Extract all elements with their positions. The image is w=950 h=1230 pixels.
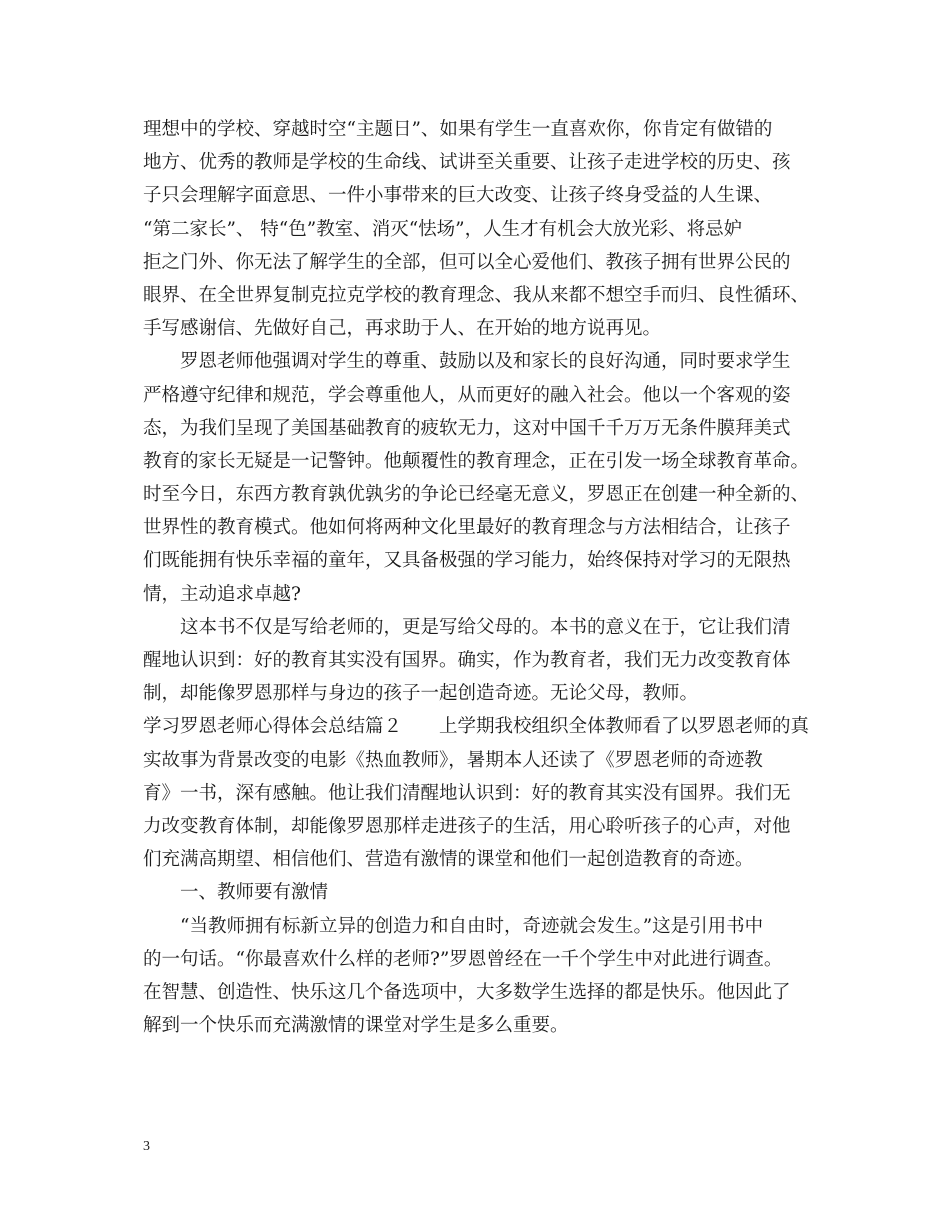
text-line: 世界性的教育模式。他如何将两种文化里最好的教育理念与方法相结合，让孩子 <box>143 517 791 539</box>
text-line: 情，主动追求卓越? <box>143 583 301 605</box>
text-line: 手写感谢信、先做好自己，再求助于人、在开始的地方说再见。 <box>143 318 662 340</box>
page-number: 3 <box>143 1139 150 1154</box>
text-line: 解到一个快乐而充满激情的课堂对学生是多么重要。 <box>143 1015 569 1037</box>
text-line: 拒之门外、你无法了解学生的全部，但可以全心爱他们、教孩子拥有世界公民的 <box>143 251 791 273</box>
text-line: 制，却能像罗恩那样与身边的孩子一起创造奇迹。无论父母，教师。 <box>143 683 699 705</box>
text-line: 子只会理解字面意思、一件小事带来的巨大改变、让孩子终身受益的人生课、 <box>143 185 773 207</box>
text-line: 地方、优秀的教师是学校的生命线、试讲至关重要、让孩子走进学校的历史、孩 <box>143 152 791 174</box>
text-line: 时至今日，东西方教育孰优孰劣的争论已经毫无意义，罗恩正在创建一种全新的、 <box>143 484 810 506</box>
text-line: 一、教师要有激情 <box>143 882 329 904</box>
text-line: 眼界、在全世界复制克拉克学校的教育理念、我从来都不想空手而归、良性循环、 <box>143 284 810 306</box>
text-line: 们既能拥有快乐幸福的童年，又具备极强的学习能力，始终保持对学习的无限热 <box>143 550 791 572</box>
text-line: 在智慧、创造性、快乐这几个备选项中，大多数学生选择的都是快乐。他因此了 <box>143 981 791 1003</box>
text-line: “当教师拥有标新立异的创造力和自由时，奇迹就会发生。”这是引用书中 <box>143 915 764 937</box>
text-line: 罗恩老师他强调对学生的尊重、鼓励以及和家长的良好沟通，同时要求学生 <box>143 351 791 373</box>
body-text <box>143 113 823 1042</box>
text-line: 教育的家长无疑是一记警钟。他颠覆性的教育理念，正在引发一场全球教育革命。 <box>143 450 810 472</box>
text-line: 力改变教育体制，却能像罗恩那样走进孩子的生活，用心聆听孩子的心声，对他 <box>143 815 791 837</box>
text-line: 严格遵守纪律和规范，学会尊重他人，从而更好的融入社会。他以一个客观的姿 <box>143 384 791 406</box>
text-line: 学习罗恩老师心得体会总结篇２ 上学期我校组织全体教师看了以罗恩老师的真 <box>143 716 810 738</box>
text-line: 们充满高期望、相信他们、营造有激情的课堂和他们一起创造教育的奇迹。 <box>143 849 754 871</box>
text-line: 育》一书，深有感触。他让我们清醒地认识到：好的教育其实没有国界。我们无 <box>143 782 791 804</box>
text-line: “第二家长”、 特“色”教室、消灭“怯场”，人生才有机会大放光彩、将忌妒 <box>143 218 743 240</box>
text-line: 的一句话。“你最喜欢什么样的老师?”罗恩曾经在一千个学生中对此进行调查。 <box>143 948 783 970</box>
text-line: 理想中的学校、穿越时空“主题日”、如果有学生一直喜欢你，你肯定有做错的 <box>143 119 773 140</box>
text-line: 态，为我们呈现了美国基础教育的疲软无力，这对中国千千万万无条件膜拜美式 <box>143 417 791 439</box>
text-line: 这本书不仅是写给老师的，更是写给父母的。本书的意义在于，它让我们清 <box>143 616 791 638</box>
text-line: 实故事为背景改变的电影《热血教师》，暑期本人还读了《罗恩老师的奇迹教 <box>143 749 763 771</box>
text-line: 醒地认识到：好的教育其实没有国界。确实，作为教育者，我们无力改变教育体 <box>143 650 791 671</box>
